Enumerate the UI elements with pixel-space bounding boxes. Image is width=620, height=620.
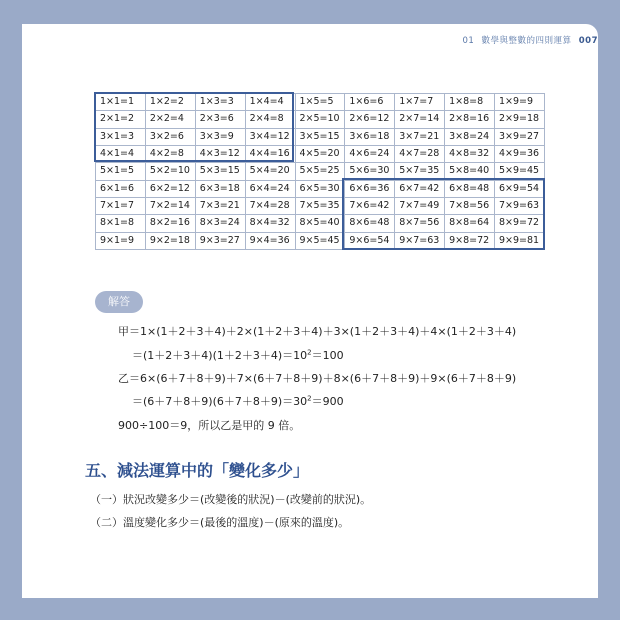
section-title: 五、減法運算中的「變化多少」 [85, 461, 310, 480]
table-cell: 9×4=36 [245, 232, 295, 249]
table-cell: 7×1=7 [96, 197, 146, 214]
table-cell: 8×7=56 [395, 215, 445, 232]
table-row [96, 163, 545, 180]
section-item-2: （二）溫度變化多少＝(最後的溫度)－(原來的溫度)。 [90, 516, 350, 529]
answer-badge: 解答 [95, 291, 143, 313]
table-cell: 5×2=10 [145, 163, 195, 180]
table-cell: 1×1=1 [96, 94, 146, 111]
chapter-number: 01 [462, 36, 475, 46]
table-cell: 3×7=21 [395, 128, 445, 145]
table-cell: 2×3=6 [195, 111, 245, 128]
multiplication-table-wrap [95, 93, 545, 250]
table-cell: 8×4=32 [245, 215, 295, 232]
table-cell: 6×1=6 [96, 180, 146, 197]
table-cell: 5×1=5 [96, 163, 146, 180]
table-row [96, 215, 545, 232]
table-cell: 5×3=15 [195, 163, 245, 180]
table-cell: 1×9=9 [495, 94, 545, 111]
running-header [463, 34, 599, 46]
table-cell: 4×9=36 [495, 145, 545, 162]
table-cell: 7×3=21 [195, 197, 245, 214]
table-cell: 3×6=18 [345, 128, 395, 145]
table-cell: 9×5=45 [295, 232, 345, 249]
table-row [96, 111, 545, 128]
table-row [96, 94, 545, 111]
table-cell: 6×7=42 [395, 180, 445, 197]
table-cell: 2×8=16 [445, 111, 495, 128]
table-cell: 7×8=56 [445, 197, 495, 214]
table-cell: 9×2=18 [145, 232, 195, 249]
table-cell: 1×4=4 [245, 94, 295, 111]
table-cell: 7×4=28 [245, 197, 295, 214]
equation-line-3: 乙＝6×(6＋7＋8＋9)＋7×(6＋7＋8＋9)＋8×(6＋7＋8＋9)＋9×(6＋7＋8＋9) [118, 372, 517, 385]
table-cell: 8×2=16 [145, 215, 195, 232]
table-cell: 5×9=45 [495, 163, 545, 180]
table-cell: 1×7=7 [395, 94, 445, 111]
table-cell: 6×9=54 [495, 180, 545, 197]
table-cell: 8×9=72 [495, 215, 545, 232]
table-cell: 9×3=27 [195, 232, 245, 249]
table-cell: 3×1=3 [96, 128, 146, 145]
table-cell: 4×7=28 [395, 145, 445, 162]
table-cell: 6×4=24 [245, 180, 295, 197]
table-cell: 6×5=30 [295, 180, 345, 197]
equation-line-2-result: ＝100 [311, 349, 344, 362]
table-cell: 9×9=81 [495, 232, 545, 249]
table-cell: 3×5=15 [295, 128, 345, 145]
table-cell: 7×7=49 [395, 197, 445, 214]
table-cell: 9×8=72 [445, 232, 495, 249]
table-cell: 7×9=63 [495, 197, 545, 214]
table-cell: 2×1=2 [96, 111, 146, 128]
table-cell: 8×1=8 [96, 215, 146, 232]
equation-line-4-main: ＝(6＋7＋8＋9)(6＋7＋8＋9)＝30 [132, 395, 308, 408]
table-row [96, 197, 545, 214]
table-cell: 7×2=14 [145, 197, 195, 214]
table-cell: 5×8=40 [445, 163, 495, 180]
table-cell: 5×6=30 [345, 163, 395, 180]
table-cell: 1×3=3 [195, 94, 245, 111]
equation-line-4-exponent: 2 [307, 394, 312, 403]
equation-line-2 [132, 347, 344, 363]
table-cell: 2×7=14 [395, 111, 445, 128]
table-cell: 8×5=40 [295, 215, 345, 232]
table-cell: 6×2=12 [145, 180, 195, 197]
table-cell: 3×2=6 [145, 128, 195, 145]
table-cell: 2×9=18 [495, 111, 545, 128]
table-cell: 1×2=2 [145, 94, 195, 111]
table-row [96, 128, 545, 145]
table-cell: 3×8=24 [445, 128, 495, 145]
table-cell: 3×9=27 [495, 128, 545, 145]
chapter-title: 數學與整數的四則運算 [481, 36, 572, 46]
table-cell: 8×3=24 [195, 215, 245, 232]
table-row [96, 145, 545, 162]
equation-line-5: 900÷100＝9，所以乙是甲的 9 倍。 [118, 419, 301, 432]
table-row [96, 232, 545, 249]
table-cell: 2×2=4 [145, 111, 195, 128]
table-cell: 3×4=12 [245, 128, 295, 145]
table-cell: 2×4=8 [245, 111, 295, 128]
table-cell: 3×3=9 [195, 128, 245, 145]
table-cell: 4×6=24 [345, 145, 395, 162]
table-cell: 4×8=32 [445, 145, 495, 162]
equation-line-4-result: ＝900 [311, 395, 344, 408]
table-cell: 7×5=35 [295, 197, 345, 214]
table-cell: 1×6=6 [345, 94, 395, 111]
table-cell: 4×3=12 [195, 145, 245, 162]
equation-line-1: 甲＝1×(1＋2＋3＋4)＋2×(1＋2＋3＋4)＋3×(1＋2＋3＋4)＋4×(1＋2＋3＋4) [118, 325, 517, 338]
table-cell: 9×6=54 [345, 232, 395, 249]
table-cell: 8×6=48 [345, 215, 395, 232]
table-cell: 6×8=48 [445, 180, 495, 197]
table-cell: 7×6=42 [345, 197, 395, 214]
multiplication-table [95, 93, 545, 250]
table-cell: 6×6=36 [345, 180, 395, 197]
table-cell: 2×6=12 [345, 111, 395, 128]
table-cell: 2×5=10 [295, 111, 345, 128]
table-cell: 6×3=18 [195, 180, 245, 197]
table-cell: 4×5=20 [295, 145, 345, 162]
table-cell: 1×8=8 [445, 94, 495, 111]
table-cell: 9×1=9 [96, 232, 146, 249]
section-item-1: （一）狀況改變多少＝(改變後的狀況)－(改變前的狀況)。 [90, 493, 372, 506]
table-cell: 4×2=8 [145, 145, 195, 162]
equation-line-2-exponent: 2 [307, 348, 312, 357]
table-cell: 5×4=20 [245, 163, 295, 180]
table-cell: 5×7=35 [395, 163, 445, 180]
table-cell: 8×8=64 [445, 215, 495, 232]
table-cell: 9×7=63 [395, 232, 445, 249]
table-cell: 4×4=16 [245, 145, 295, 162]
page-number: 007 [578, 36, 598, 46]
table-cell: 4×1=4 [96, 145, 146, 162]
equation-line-4 [132, 393, 344, 409]
table-cell: 1×5=5 [295, 94, 345, 111]
table-row [96, 180, 545, 197]
equation-line-2-main: ＝(1＋2＋3＋4)(1＋2＋3＋4)＝10 [132, 349, 308, 362]
table-cell: 5×5=25 [295, 163, 345, 180]
